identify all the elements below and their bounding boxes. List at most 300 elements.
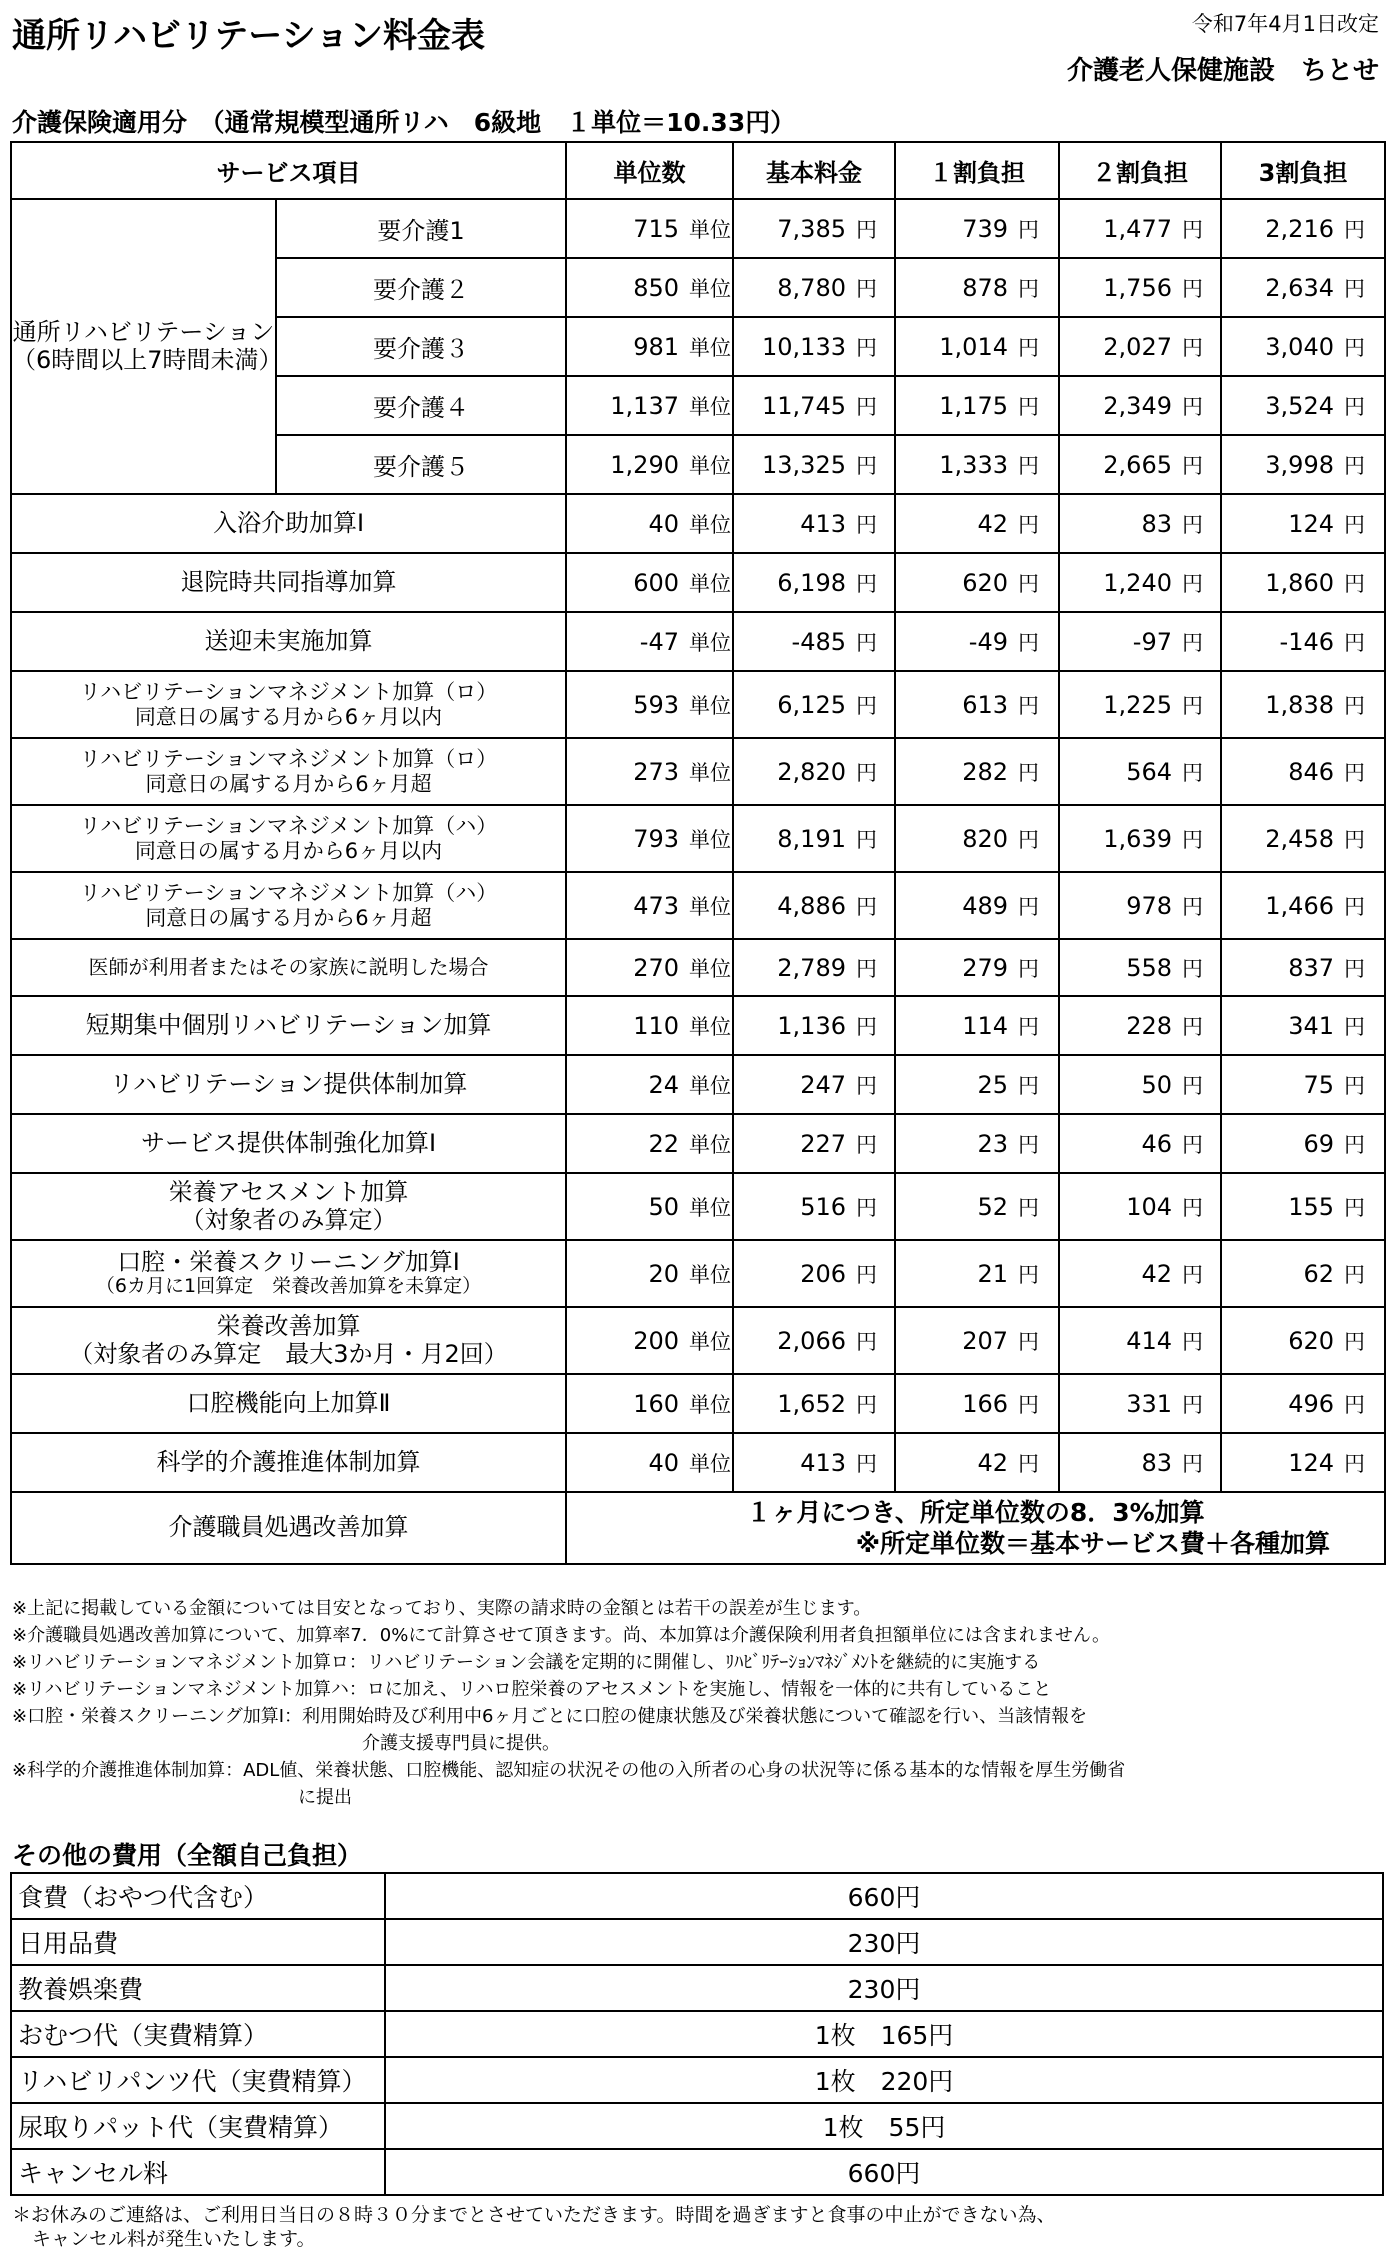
copay-20pct-cell — [1059, 939, 1221, 996]
copay-30pct-cell-suffix: 円 — [1344, 512, 1365, 537]
copay-30pct-cell-suffix: 円 — [1344, 630, 1365, 655]
base-fee-cell-suffix: 円 — [856, 760, 877, 785]
copay-30pct-cell-suffix: 円 — [1344, 693, 1365, 718]
copay-10pct-cell-suffix: 円 — [1018, 956, 1039, 981]
base-fee-cell-suffix: 円 — [856, 693, 877, 718]
copay-10pct-cell-value: 620 — [962, 568, 1008, 597]
copay-10pct-cell-suffix: 円 — [1018, 571, 1039, 596]
addition-name-line1: リハビリテーションマネジメント加算（ロ） — [79, 680, 498, 705]
addition-name-line1: リハビリテーションマネジメント加算（ロ） — [79, 747, 498, 772]
base-fee-cell-suffix: 円 — [856, 276, 877, 301]
copay-10pct-cell-suffix: 円 — [1018, 453, 1039, 478]
column-header-30pct: 3割負担 — [1221, 142, 1385, 199]
addition-row — [11, 553, 1385, 612]
base-fee-cell — [733, 376, 895, 435]
addition-row — [11, 1055, 1385, 1114]
other-cost-row — [11, 2103, 1383, 2149]
copay-10pct-cell-value: 613 — [962, 690, 1008, 719]
treatment-improvement-name: 介護職員処遇改善加算 — [11, 1492, 566, 1564]
units-cell-value: 160 — [633, 1389, 679, 1418]
base-fee-cell-suffix: 円 — [856, 1451, 877, 1476]
units-cell — [566, 1374, 733, 1433]
copay-30pct-cell-value: -146 — [1279, 627, 1334, 656]
column-header-service: サービス項目 — [11, 142, 566, 199]
copay-20pct-cell-value: 83 — [1141, 509, 1172, 538]
copay-30pct-cell-suffix: 円 — [1344, 1451, 1365, 1476]
other-cost-label: キャンセル料 — [11, 2149, 385, 2195]
column-header-units: 単位数 — [566, 142, 733, 199]
copay-30pct-cell — [1221, 376, 1385, 435]
base-fee-cell-value: 6,198 — [777, 568, 846, 597]
copay-20pct-cell-value: 2,027 — [1103, 332, 1172, 361]
copay-20pct-cell-suffix: 円 — [1182, 827, 1203, 852]
units-cell — [566, 1433, 733, 1492]
base-fee-cell — [733, 258, 895, 317]
copay-10pct-cell-suffix: 円 — [1018, 1329, 1039, 1354]
base-fee-cell-suffix: 円 — [856, 894, 877, 919]
other-cost-row — [11, 2149, 1383, 2195]
units-cell-suffix: 単位 — [689, 1195, 731, 1220]
other-cost-label: リハビリパンツ代（実費精算） — [11, 2057, 385, 2103]
base-service-line1: 通所リハビリテーション — [12, 317, 275, 346]
addition-name-line2: （6カ月に1回算定 栄養改善加算を未算定） — [95, 1275, 482, 1298]
units-cell-value: -47 — [639, 627, 679, 656]
base-fee-cell-value: 4,886 — [777, 891, 846, 920]
copay-10pct-cell-suffix: 円 — [1018, 1132, 1039, 1157]
addition-row — [11, 939, 1385, 996]
base-fee-cell — [733, 738, 895, 805]
copay-10pct-cell — [895, 376, 1059, 435]
copay-30pct-cell — [1221, 1433, 1385, 1492]
copay-20pct-cell-value: 1,240 — [1103, 568, 1172, 597]
units-cell-value: 20 — [648, 1259, 679, 1288]
addition-name — [11, 1240, 566, 1307]
copay-30pct-cell-value: 3,524 — [1265, 391, 1334, 420]
copay-30pct-cell-value: 124 — [1288, 1448, 1334, 1477]
base-fee-cell-suffix: 円 — [856, 453, 877, 478]
note-line: に提出 — [298, 1787, 352, 1808]
units-cell-value: 850 — [633, 273, 679, 302]
note-line: ※上記に掲載している金額については目安となっており、実際の請求時の金額とは若干の誤差が生じます。 — [12, 1598, 872, 1619]
note-line: ※科学的介護推進体制加算：ADL値、栄養状態、口腔機能、認知症の状況その他の入所者の心身の状況等に係る基本的な情報を厚生労働省 — [12, 1760, 1126, 1781]
base-fee-cell-suffix: 円 — [856, 1073, 877, 1098]
base-fee-cell-value: 8,191 — [777, 824, 846, 853]
base-fee-cell — [733, 805, 895, 872]
copay-10pct-cell — [895, 738, 1059, 805]
copay-20pct-cell — [1059, 612, 1221, 671]
addition-name — [11, 1374, 566, 1433]
other-cost-value: 660円 — [385, 1873, 1383, 1919]
base-fee-cell-value: 2,066 — [777, 1326, 846, 1355]
copay-30pct-cell-value: 2,216 — [1265, 214, 1334, 243]
units-cell-suffix: 単位 — [689, 394, 731, 419]
base-fee-cell — [733, 612, 895, 671]
footer-line1: ＊お休みのご連絡は、ご利用日当日の８時３０分までとさせていただきます。時間を過ぎますと食事の中止ができない為、 — [12, 2204, 1056, 2226]
copay-30pct-cell — [1221, 553, 1385, 612]
units-cell-value: 1,137 — [610, 391, 679, 420]
addition-name — [11, 1173, 566, 1240]
base-fee-cell — [733, 872, 895, 939]
copay-20pct-cell — [1059, 1055, 1221, 1114]
base-fee-cell-value: 1,652 — [777, 1389, 846, 1418]
base-fee-cell-value: 206 — [800, 1259, 846, 1288]
other-costs-table — [10, 1872, 1384, 2196]
treatment-improvement-note — [566, 1492, 1385, 1564]
copay-10pct-cell-suffix: 円 — [1018, 276, 1039, 301]
base-fee-cell-value: 227 — [800, 1129, 846, 1158]
copay-20pct-cell — [1059, 376, 1221, 435]
copay-10pct-cell — [895, 1114, 1059, 1173]
copay-30pct-cell-value: 62 — [1303, 1259, 1334, 1288]
copay-30pct-cell — [1221, 1055, 1385, 1114]
addition-row — [11, 805, 1385, 872]
copay-10pct-cell — [895, 1433, 1059, 1492]
units-cell-suffix: 単位 — [689, 453, 731, 478]
copay-20pct-cell — [1059, 258, 1221, 317]
copay-30pct-cell-value: 1,860 — [1265, 568, 1334, 597]
copay-30pct-cell — [1221, 435, 1385, 494]
units-cell-suffix: 単位 — [689, 894, 731, 919]
other-cost-label: 尿取りパット代（実費精算） — [11, 2103, 385, 2149]
copay-10pct-cell-value: 52 — [977, 1192, 1008, 1221]
base-fee-cell-value: 6,125 — [777, 690, 846, 719]
other-cost-row — [11, 1919, 1383, 1965]
copay-30pct-cell — [1221, 1374, 1385, 1433]
base-fee-cell — [733, 553, 895, 612]
units-cell — [566, 317, 733, 376]
copay-20pct-cell-suffix: 円 — [1182, 630, 1203, 655]
units-cell-suffix: 単位 — [689, 760, 731, 785]
column-header-10pct: １割負担 — [895, 142, 1059, 199]
copay-20pct-cell-suffix: 円 — [1182, 1451, 1203, 1476]
copay-20pct-cell-value: 331 — [1126, 1389, 1172, 1418]
copay-20pct-cell — [1059, 1433, 1221, 1492]
base-fee-cell-value: -485 — [791, 627, 846, 656]
other-cost-value: 230円 — [385, 1919, 1383, 1965]
base-fee-cell-suffix: 円 — [856, 1132, 877, 1157]
copay-30pct-cell-value: 124 — [1288, 509, 1334, 538]
addition-name-line2: 同意日の属する月から6ヶ月以内 — [134, 838, 443, 863]
copay-10pct-cell — [895, 1055, 1059, 1114]
base-fee-cell-value: 413 — [800, 1448, 846, 1477]
copay-20pct-cell — [1059, 553, 1221, 612]
base-fee-cell — [733, 435, 895, 494]
copay-20pct-cell-suffix: 円 — [1182, 453, 1203, 478]
copay-20pct-cell-suffix: 円 — [1182, 894, 1203, 919]
copay-10pct-cell-value: 207 — [962, 1326, 1008, 1355]
care-level-label: 要介護２ — [276, 258, 566, 317]
copay-20pct-cell-value: 1,477 — [1103, 214, 1172, 243]
base-fee-cell-suffix: 円 — [856, 1392, 877, 1417]
base-fee-cell-value: 2,789 — [777, 953, 846, 982]
note-line: ※口腔・栄養スクリーニング加算Ⅰ：利用開始時及び利用中6ヶ月ごとに口腔の健康状態及び栄養状態について確認を行い、当該情報を — [12, 1706, 1088, 1727]
copay-20pct-cell-value: 414 — [1126, 1326, 1172, 1355]
units-cell-value: 981 — [633, 332, 679, 361]
copay-20pct-cell — [1059, 671, 1221, 738]
base-fee-cell-value: 516 — [800, 1192, 846, 1221]
copay-10pct-cell — [895, 939, 1059, 996]
units-cell-value: 715 — [633, 214, 679, 243]
copay-10pct-cell-suffix: 円 — [1018, 894, 1039, 919]
units-cell-value: 273 — [633, 757, 679, 786]
copay-20pct-cell-value: 564 — [1126, 757, 1172, 786]
other-costs-title: その他の費用（全額自己負担） — [12, 1841, 363, 1870]
units-cell-suffix: 単位 — [689, 1451, 731, 1476]
note-line: ※介護職員処遇改善加算について、加算率7．0%にて計算させて頂きます。尚、本加算は介護保険利用者負担額単位には含まれません。 — [12, 1625, 1111, 1646]
copay-20pct-cell-suffix: 円 — [1182, 1195, 1203, 1220]
other-cost-row — [11, 2011, 1383, 2057]
addition-name-line1: サービス提供体制強化加算Ⅰ — [140, 1128, 437, 1157]
addition-row — [11, 612, 1385, 671]
base-fee-cell — [733, 939, 895, 996]
base-fee-cell-value: 413 — [800, 509, 846, 538]
copay-20pct-cell-suffix: 円 — [1182, 1392, 1203, 1417]
copay-10pct-cell — [895, 1240, 1059, 1307]
copay-10pct-cell-suffix: 円 — [1018, 693, 1039, 718]
units-cell-value: 600 — [633, 568, 679, 597]
units-cell-suffix: 単位 — [689, 827, 731, 852]
copay-20pct-cell-value: 2,665 — [1103, 450, 1172, 479]
addition-name-line2: （対象者のみ算定 最大3か月・月2回） — [69, 1339, 508, 1368]
base-fee-cell-suffix: 円 — [856, 571, 877, 596]
units-cell-value: 110 — [633, 1011, 679, 1040]
base-fee-cell-value: 10,133 — [762, 332, 846, 361]
copay-20pct-cell — [1059, 738, 1221, 805]
copay-10pct-cell-suffix: 円 — [1018, 1195, 1039, 1220]
base-fee-cell — [733, 1433, 895, 1492]
copay-10pct-cell-suffix: 円 — [1018, 1014, 1039, 1039]
copay-30pct-cell-value: 1,466 — [1265, 891, 1334, 920]
copay-30pct-cell-value: 2,634 — [1265, 273, 1334, 302]
base-fee-cell-value: 7,385 — [777, 214, 846, 243]
header-row — [11, 142, 1385, 199]
copay-10pct-cell-suffix: 円 — [1018, 1262, 1039, 1287]
units-cell — [566, 996, 733, 1055]
copay-30pct-cell — [1221, 1240, 1385, 1307]
copay-20pct-cell-value: 42 — [1141, 1259, 1172, 1288]
copay-10pct-cell-suffix: 円 — [1018, 630, 1039, 655]
addition-name-line2: 同意日の属する月から6ヶ月超 — [145, 905, 432, 930]
other-cost-label: 食費（おやつ代含む） — [11, 1873, 385, 1919]
units-cell-suffix: 単位 — [689, 571, 731, 596]
copay-30pct-cell-value: 1,838 — [1265, 690, 1334, 719]
copay-30pct-cell — [1221, 1173, 1385, 1240]
revision-date: 令和7年4月1日改定 — [1191, 12, 1379, 36]
copay-30pct-cell-value: 620 — [1288, 1326, 1334, 1355]
copay-20pct-cell-value: 978 — [1126, 891, 1172, 920]
units-cell — [566, 1307, 733, 1374]
addition-row — [11, 1374, 1385, 1433]
care-level-label: 要介護1 — [276, 199, 566, 258]
copay-10pct-cell-value: 21 — [977, 1259, 1008, 1288]
units-cell-suffix: 単位 — [689, 1073, 731, 1098]
other-costs-body — [11, 1873, 1383, 2195]
units-cell — [566, 805, 733, 872]
copay-30pct-cell-value: 341 — [1288, 1011, 1334, 1040]
facility-name: 介護老人保健施設 ちとせ — [1066, 56, 1379, 86]
copay-20pct-cell-value: -97 — [1132, 627, 1172, 656]
units-cell-value: 40 — [648, 1448, 679, 1477]
copay-10pct-cell-value: -49 — [968, 627, 1008, 656]
addition-name-line1: リハビリテーションマネジメント加算（ハ） — [79, 881, 498, 906]
copay-10pct-cell-value: 279 — [962, 953, 1008, 982]
copay-10pct-cell-value: 878 — [962, 273, 1008, 302]
base-fee-cell — [733, 996, 895, 1055]
addition-name — [11, 1055, 566, 1114]
copay-20pct-cell — [1059, 872, 1221, 939]
base-fee-cell — [733, 1055, 895, 1114]
copay-10pct-cell-value: 739 — [962, 214, 1008, 243]
copay-10pct-cell — [895, 199, 1059, 258]
copay-10pct-cell-suffix: 円 — [1018, 827, 1039, 852]
units-cell — [566, 1114, 733, 1173]
units-cell-value: 473 — [633, 891, 679, 920]
copay-20pct-cell — [1059, 996, 1221, 1055]
copay-30pct-cell-suffix: 円 — [1344, 1014, 1365, 1039]
units-cell — [566, 872, 733, 939]
note-line: ※リハビリテーションマネジメント加算ハ：ロに加え、リハロ腔栄養のアセスメントを実施し、情報を一体的に共有していること — [12, 1679, 1052, 1700]
notes-section — [12, 1595, 1125, 1811]
units-cell-suffix: 単位 — [689, 335, 731, 360]
footer-note — [12, 2203, 1055, 2251]
other-cost-value: 660円 — [385, 2149, 1383, 2195]
addition-name-line1: 科学的介護推進体制加算 — [156, 1447, 421, 1476]
copay-10pct-cell — [895, 1307, 1059, 1374]
units-cell-value: 22 — [648, 1129, 679, 1158]
base-fee-cell — [733, 1307, 895, 1374]
base-fee-cell-suffix: 円 — [856, 956, 877, 981]
copay-20pct-cell-value: 83 — [1141, 1448, 1172, 1477]
treatment-note-line2: ※所定単位数＝基本サービス費＋各種加算 — [855, 1529, 1330, 1558]
copay-20pct-cell — [1059, 805, 1221, 872]
copay-10pct-cell-suffix: 円 — [1018, 1392, 1039, 1417]
base-fee-cell-value: 1,136 — [777, 1011, 846, 1040]
addition-row — [11, 1114, 1385, 1173]
copay-10pct-cell — [895, 435, 1059, 494]
note-line: 介護支援専門員に提供。 — [362, 1733, 560, 1754]
addition-name — [11, 1114, 566, 1173]
units-cell — [566, 494, 733, 553]
addition-name-line2: （対象者のみ算定） — [180, 1205, 397, 1234]
copay-20pct-cell — [1059, 1374, 1221, 1433]
copay-20pct-cell — [1059, 1173, 1221, 1240]
base-fee-cell-suffix: 円 — [856, 512, 877, 537]
addition-row — [11, 738, 1385, 805]
copay-10pct-cell-suffix: 円 — [1018, 335, 1039, 360]
copay-20pct-cell-value: 558 — [1126, 953, 1172, 982]
base-fee-cell — [733, 671, 895, 738]
addition-row — [11, 494, 1385, 553]
units-cell-value: 200 — [633, 1326, 679, 1355]
base-fee-cell-suffix: 円 — [856, 630, 877, 655]
addition-name-line1: 口腔機能向上加算Ⅱ — [186, 1388, 391, 1417]
copay-20pct-cell — [1059, 494, 1221, 553]
addition-name — [11, 553, 566, 612]
copay-10pct-cell — [895, 258, 1059, 317]
copay-20pct-cell-suffix: 円 — [1182, 1329, 1203, 1354]
copay-30pct-cell-value: 846 — [1288, 757, 1334, 786]
addition-name-line1: 口腔・栄養スクリーニング加算Ⅰ — [117, 1247, 460, 1276]
base-service-name — [11, 199, 283, 494]
base-fee-cell-suffix: 円 — [856, 1329, 877, 1354]
copay-30pct-cell-value: 2,458 — [1265, 824, 1334, 853]
copay-10pct-cell-value: 1,333 — [939, 450, 1008, 479]
copay-20pct-cell-suffix: 円 — [1182, 760, 1203, 785]
addition-name-line1: リハビリテーション提供体制加算 — [109, 1069, 468, 1098]
copay-10pct-cell-value: 489 — [962, 891, 1008, 920]
other-cost-value: 230円 — [385, 1965, 1383, 2011]
copay-30pct-cell-value: 837 — [1288, 953, 1334, 982]
addition-name-line1: 短期集中個別リハビリテーション加算 — [85, 1010, 492, 1039]
base-fee-cell — [733, 1173, 895, 1240]
units-cell — [566, 435, 733, 494]
copay-30pct-cell-suffix: 円 — [1344, 894, 1365, 919]
base-fee-cell-suffix: 円 — [856, 335, 877, 360]
addition-name — [11, 939, 566, 996]
copay-10pct-cell — [895, 671, 1059, 738]
addition-row — [11, 1433, 1385, 1492]
base-fee-cell — [733, 199, 895, 258]
copay-30pct-cell — [1221, 738, 1385, 805]
copay-30pct-cell-suffix: 円 — [1344, 394, 1365, 419]
copay-30pct-cell — [1221, 199, 1385, 258]
copay-30pct-cell — [1221, 872, 1385, 939]
base-fee-cell-suffix: 円 — [856, 1262, 877, 1287]
addition-row — [11, 996, 1385, 1055]
copay-20pct-cell-suffix: 円 — [1182, 1073, 1203, 1098]
copay-20pct-cell-suffix: 円 — [1182, 1132, 1203, 1157]
addition-row — [11, 1307, 1385, 1374]
copay-30pct-cell — [1221, 258, 1385, 317]
base-fee-cell — [733, 317, 895, 376]
care-level-label: 要介護５ — [276, 435, 566, 494]
copay-10pct-cell-value: 820 — [962, 824, 1008, 853]
units-cell-suffix: 単位 — [689, 1329, 731, 1354]
copay-30pct-cell-value: 3,998 — [1265, 450, 1334, 479]
copay-30pct-cell-suffix: 円 — [1344, 1392, 1365, 1417]
units-cell — [566, 612, 733, 671]
copay-10pct-cell — [895, 996, 1059, 1055]
addition-row — [11, 671, 1385, 738]
copay-10pct-cell — [895, 317, 1059, 376]
copay-10pct-cell-value: 42 — [977, 509, 1008, 538]
copay-10pct-cell-value: 23 — [977, 1129, 1008, 1158]
units-cell-value: 270 — [633, 953, 679, 982]
copay-20pct-cell-value: 1,225 — [1103, 690, 1172, 719]
copay-30pct-cell-value: 3,040 — [1265, 332, 1334, 361]
copay-20pct-cell-value: 1,756 — [1103, 273, 1172, 302]
fee-table — [10, 141, 1386, 1565]
copay-20pct-cell-value: 104 — [1126, 1192, 1172, 1221]
copay-20pct-cell — [1059, 435, 1221, 494]
copay-20pct-cell-suffix: 円 — [1182, 956, 1203, 981]
note-line: ※リハビリテーションマネジメント加算ロ：リハビリテーション会議を定期的に開催し、ﾘﾊﾋﾞﾘﾃｰｼｮﾝﾏﾈｼﾞﾒﾝﾄを継続的に実施する — [12, 1652, 1041, 1673]
copay-10pct-cell-suffix: 円 — [1018, 1451, 1039, 1476]
copay-20pct-cell-suffix: 円 — [1182, 335, 1203, 360]
copay-20pct-cell-suffix: 円 — [1182, 1014, 1203, 1039]
copay-30pct-cell-value: 496 — [1288, 1389, 1334, 1418]
copay-20pct-cell-value: 228 — [1126, 1011, 1172, 1040]
copay-30pct-cell — [1221, 805, 1385, 872]
addition-name-line2: 同意日の属する月から6ヶ月超 — [145, 771, 432, 796]
copay-30pct-cell — [1221, 939, 1385, 996]
units-cell-value: 593 — [633, 690, 679, 719]
base-fee-cell — [733, 1114, 895, 1173]
column-header-base-fee: 基本料金 — [733, 142, 895, 199]
copay-20pct-cell-suffix: 円 — [1182, 394, 1203, 419]
units-cell-value: 1,290 — [610, 450, 679, 479]
copay-20pct-cell-suffix: 円 — [1182, 276, 1203, 301]
